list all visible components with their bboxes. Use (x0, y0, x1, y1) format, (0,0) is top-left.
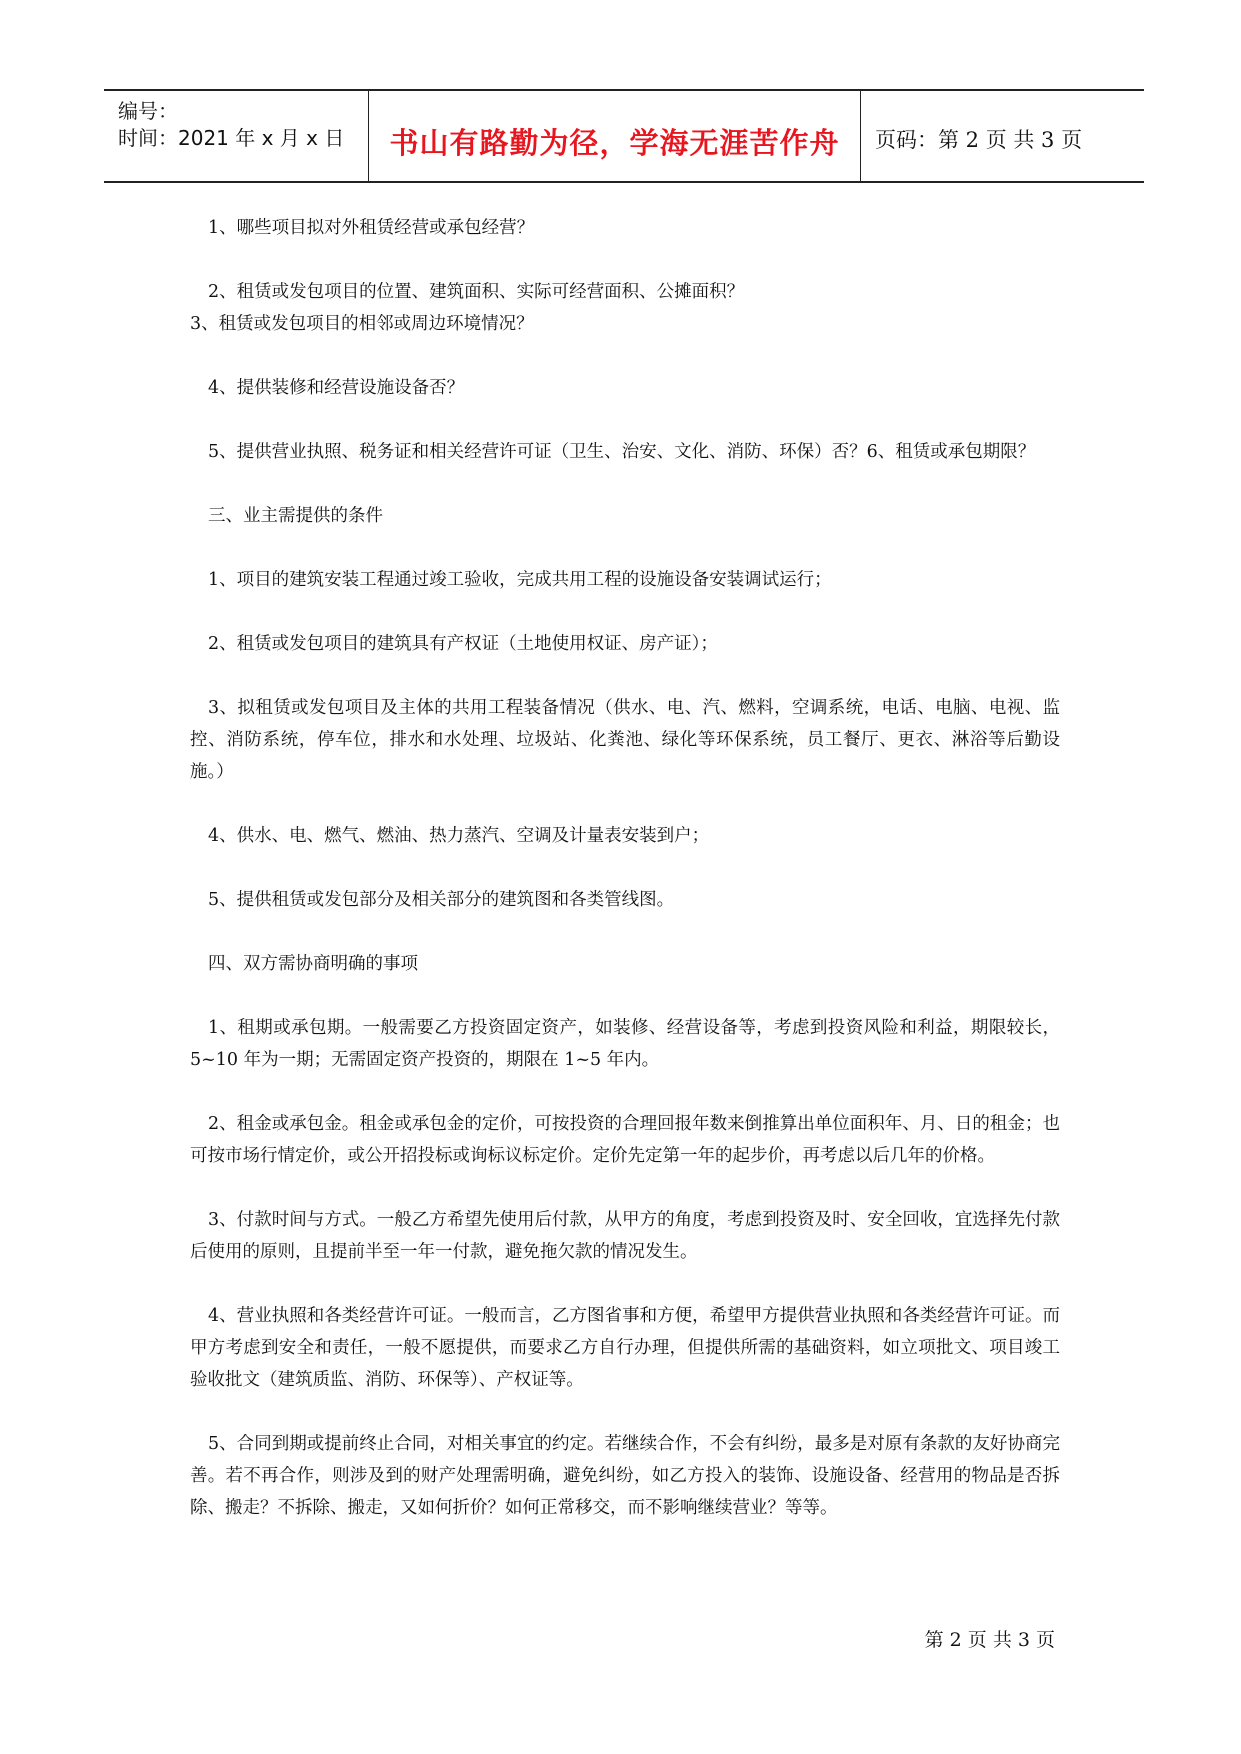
section-heading: 四、双方需协商明确的事项 (208, 954, 418, 974)
header-page-cell (861, 91, 1144, 181)
paragraph: 3、拟租赁或发包项目及主体的共用工程装备情况（供水、电、汽、燃料，空调系统，电话、电脑、电视、监控、消防系统，停车位，排水和水处理、垃圾站、化粪池、绿化等环保系统，员工餐厅、更衣、淋浴等后勤设施。） (190, 698, 1060, 782)
paragraph: 4、营业执照和各类经营许可证。一般而言，乙方图省事和方便，希望甲方提供营业执照和各类经营许可证。而甲方考虑到安全和责任，一般不愿提供，而要求乙方自行办理，但提供所需的基础资料，如立项批文、项目竣工验收批文（建筑质监、消防、环保等）、产权证等。 (190, 1306, 1060, 1390)
paragraph: 2、租金或承包金。租金或承包金的定价，可按投资的合理回报年数来倒推算出单位面积年、月、日的租金；也可按市场行情定价，或公开招投标或询标议标定价。定价先定第一年的起步价，再考虑以后几年的价格。 (190, 1114, 1060, 1166)
header-info-cell (104, 91, 369, 181)
doc-time-line: 时间：2021 年 x 月 x 日 (118, 126, 345, 150)
paragraph: 3、付款时间与方式。一般乙方希望先使用后付款，从甲方的角度，考虑到投资及时、安全回收，宜选择先付款后使用的原则，且提前半至一年一付款，避免拖欠款的情况发生。 (190, 1210, 1060, 1262)
paragraph: 5、提供营业执照、税务证和相关经营许可证（卫生、治安、文化、消防、环保）否？6、租赁或承包期限？ (208, 442, 1036, 462)
header-motto-cell (369, 91, 861, 181)
paragraph: 1、项目的建筑安装工程通过竣工验收，完成共用工程的设施设备安装调试运行； (208, 570, 832, 590)
document-body (190, 212, 1060, 1524)
header-page-info: 页码：第 2 页 共 3 页 (875, 128, 1083, 152)
doc-number-label: 编号： (118, 99, 178, 123)
section-heading: 三、业主需提供的条件 (208, 506, 383, 526)
paragraph: 2、租赁或发包项目的建筑具有产权证（土地使用权证、房产证）； (208, 634, 718, 654)
document-header (104, 89, 1144, 183)
paragraph: 5、提供租赁或发包部分及相关部分的建筑图和各类管线图。 (208, 890, 675, 910)
paragraph: 4、供水、电、燃气、燃油、热力蒸汽、空调及计量表安装到户； (208, 826, 710, 846)
paragraph: 3、租赁或发包项目的相邻或周边环境情况？ (190, 314, 534, 334)
page-footer: 第 2 页 共 3 页 (924, 1629, 1055, 1651)
paragraph: 5、合同到期或提前终止合同，对相关事宜的约定。若继续合作，不会有纠纷，最多是对原有条款的友好协商完善。若不再合作，则涉及到的财产处理需明确，避免纠纷，如乙方投入的装饰、设施设备、经营用的物品是否拆除、搬走？不拆除、搬走，又如何折价？如何正常移交，而不影响继续营业？等等。 (190, 1434, 1060, 1518)
paragraph: 1、租期或承包期。一般需要乙方投资固定资产，如装修、经营设备等，考虑到投资风险和利益，期限较长，5~10 年为一期；无需固定资产投资的，期限在 1~5 年内。 (190, 1018, 1060, 1070)
header-motto: 书山有路勤为径，学海无涯苦作舟 (389, 126, 840, 160)
paragraph: 2、租赁或发包项目的位置、建筑面积、实际可经营面积、公摊面积？ (208, 282, 745, 302)
paragraph: 4、提供装修和经营设施设备否？ (208, 378, 465, 398)
paragraph: 1、哪些项目拟对外租赁经营或承包经营？ (208, 218, 535, 238)
